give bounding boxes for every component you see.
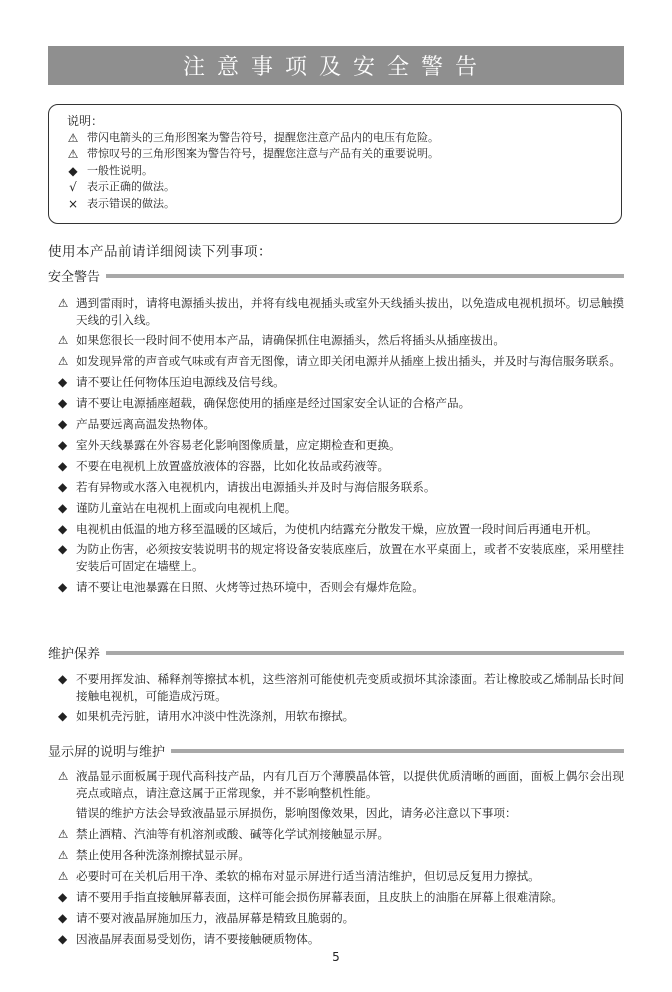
item-text: 因液晶屏表面易受划伤，请不要接触硬质物体。 [76, 931, 320, 946]
item-text: 请不要让电池暴露在日照、火烤等过热环境中，否则会有爆炸危险。 [76, 579, 424, 594]
list-item [58, 826, 624, 843]
list-item [58, 847, 624, 864]
item-text: 请不要让电源插座超载，确保您使用的插座是经过国家安全认证的合格产品。 [76, 396, 471, 411]
list-item [58, 479, 624, 496]
item-text: 液晶显示面板属于现代高科技产品，内有几百万个薄膜晶体管，以提供优质清晰的画面，面板上偶尔会出现亮点或暗点，请注意这属于正常现象，并不影响整机性能。 [76, 769, 624, 800]
cross-icon: × [67, 196, 79, 211]
legend-row [63, 179, 621, 196]
page-number: 5 [332, 950, 340, 964]
diamond-bullet-icon: ◆ [58, 579, 68, 594]
list-item [58, 374, 624, 391]
list-item [58, 521, 624, 538]
diamond-bullet-icon: ◆ [58, 672, 68, 686]
paragraph-text: 错误的维护方法会导致液晶显示屏损伤，影响图像效果，因此，请务必注意以下事项： [76, 806, 517, 821]
warning-triangle-icon: ⚠ [58, 848, 69, 863]
list-item [58, 889, 624, 906]
list-item [58, 353, 624, 370]
diamond-bullet-icon: ◆ [58, 437, 68, 452]
item-text: 如发现异常的声音或气味或有声音无图像，请立即关闭电源并从插座上拔出插头，并及时与海信服务联系。 [76, 354, 621, 369]
item-text: 如果机壳污脏，请用水冲淡中性洗涤剂，用软布擦拭。 [76, 709, 355, 724]
warning-triangle-icon: ⚠ [58, 827, 69, 842]
list-item [58, 868, 624, 885]
list-item [58, 332, 624, 349]
diamond-bullet-icon: ◆ [58, 500, 68, 515]
item-text: 如果您很长一段时间不使用本产品，请确保抓住电源插头，然后将插头从插座拔出。 [76, 333, 505, 348]
warning-triangle-icon: ⚠ [67, 130, 79, 145]
diamond-bullet-icon: ◆ [58, 890, 68, 905]
section-header-display [48, 741, 624, 760]
page-title-bar [48, 46, 624, 85]
intro-text: 使用本产品前请详细阅读下列事项： [48, 244, 272, 260]
diamond-bullet-icon: ◆ [58, 458, 68, 473]
list-item [58, 931, 624, 948]
legend-box [48, 104, 622, 224]
warning-triangle-icon: ⚠ [58, 769, 69, 783]
list-item [58, 708, 624, 725]
page-title: 注意事项及安全警告 [182, 55, 489, 80]
safety-warning-list [58, 295, 624, 600]
item-text: 谨防儿童站在电视机上面或向电视机上爬。 [76, 500, 297, 515]
item-text: 禁止使用各种洗涤剂擦拭显示屏。 [76, 848, 250, 863]
item-text: 不要在电视机上放置盛放液体的容器，比如化妆品或药液等。 [76, 458, 390, 473]
item-text: 室外天线暴露在外容易老化影响图像质量，应定期检查和更换。 [76, 437, 401, 452]
section-header-maintenance [48, 643, 624, 662]
item-text: 电视机由低温的地方移至温暖的区域后，为使机内结露充分散发干燥，应放置一段时间后再通电开机。 [76, 521, 598, 536]
diamond-bullet-icon: ◆ [58, 910, 68, 925]
diamond-bullet-icon: ◆ [58, 417, 68, 432]
warning-triangle-icon: ⚠ [67, 147, 79, 161]
list-item [58, 768, 624, 801]
legend-text: 带闪电箭头的三角形图案为警告符号，提醒您注意产品内的电压有危险。 [87, 130, 439, 144]
warning-triangle-icon: ⚠ [58, 354, 69, 369]
display-care-list [58, 768, 624, 952]
maintenance-list [58, 671, 624, 729]
item-text: 请不要对液晶屏施加压力，液晶屏幕是精致且脆弱的。 [76, 910, 355, 925]
warning-triangle-icon: ⚠ [58, 296, 69, 310]
item-text: 产品要远离高温发热物体。 [76, 417, 216, 432]
diamond-bullet-icon: ◆ [58, 479, 68, 494]
section-title: 维护保养 [48, 647, 101, 662]
diamond-bullet-icon: ◆ [58, 521, 68, 536]
list-item [58, 671, 624, 704]
warning-triangle-icon: ⚠ [58, 869, 69, 884]
legend-row [63, 196, 621, 213]
legend-text: 表示错误的做法。 [87, 196, 175, 210]
list-item [58, 295, 624, 328]
item-text: 为防止伤害，必须按安装说明书的规定将设备安装底座后，放置在水平桌面上，或者不安装底座，采用壁挂安装后可固定在墙壁上。 [76, 542, 624, 573]
item-text: 遇到雷雨时，请将电源插头拔出，并将有线电视插头或室外天线插头拔出，以免造成电视机损坏。切忌触摸天线的引入线。 [76, 296, 624, 327]
list-item [58, 500, 624, 517]
legend-text: 一般性说明。 [87, 163, 153, 177]
warning-triangle-icon: ⚠ [58, 333, 69, 348]
section-rule [106, 651, 624, 655]
list-item [58, 416, 624, 433]
list-item [58, 458, 624, 475]
list-item [58, 910, 624, 927]
diamond-bullet-icon: ◆ [58, 931, 68, 946]
legend-text: 带惊叹号的三角形图案为警告符号，提醒您注意与产品有关的重要说明。 [87, 147, 439, 160]
legend-heading: 说明： [67, 114, 104, 128]
section-title: 显示屏的说明与维护 [48, 745, 166, 760]
item-text: 若有异物或水落入电视机内，请拔出电源插头并及时与海信服务联系。 [76, 479, 436, 494]
legend-row [63, 130, 621, 147]
check-icon: √ [69, 180, 77, 194]
list-item [58, 395, 624, 412]
item-text: 请不要让任何物体压迫电源线及信号线。 [76, 375, 285, 390]
section-rule [171, 749, 624, 753]
item-text: 请不要用手指直接触屏幕表面，这样可能会损伤屏幕表面，且皮肤上的油脂在屏幕上很难清除。 [76, 890, 563, 905]
diamond-bullet-icon: ◆ [68, 163, 78, 178]
legend-text: 表示正确的做法。 [87, 180, 175, 193]
section-rule [106, 274, 624, 278]
list-item [58, 579, 624, 596]
legend-row [63, 163, 621, 180]
section-header-safety [48, 266, 624, 285]
item-text: 禁止酒精、汽油等有机溶剂或酸、碱等化学试剂接触显示屏。 [76, 827, 390, 842]
diamond-bullet-icon: ◆ [58, 709, 68, 724]
legend-rows [63, 130, 621, 213]
legend-row [63, 146, 621, 163]
diamond-bullet-icon: ◆ [58, 375, 68, 390]
section-title: 安全警告 [48, 270, 101, 285]
diamond-bullet-icon: ◆ [58, 396, 68, 411]
item-text: 必要时可在关机后用干净、柔软的棉布对显示屏进行适当清洁维护，但切忌反复用力擦拭。 [76, 869, 540, 884]
list-item [58, 541, 624, 574]
list-item [58, 437, 624, 454]
diamond-bullet-icon: ◆ [58, 542, 68, 557]
item-text: 不要用挥发油、稀释剂等擦拭本机，这些溶剂可能使机壳变质或损坏其涂漆面。若让橡胶或乙烯制品长时间接触电视机，可能造成污斑。 [76, 672, 624, 703]
